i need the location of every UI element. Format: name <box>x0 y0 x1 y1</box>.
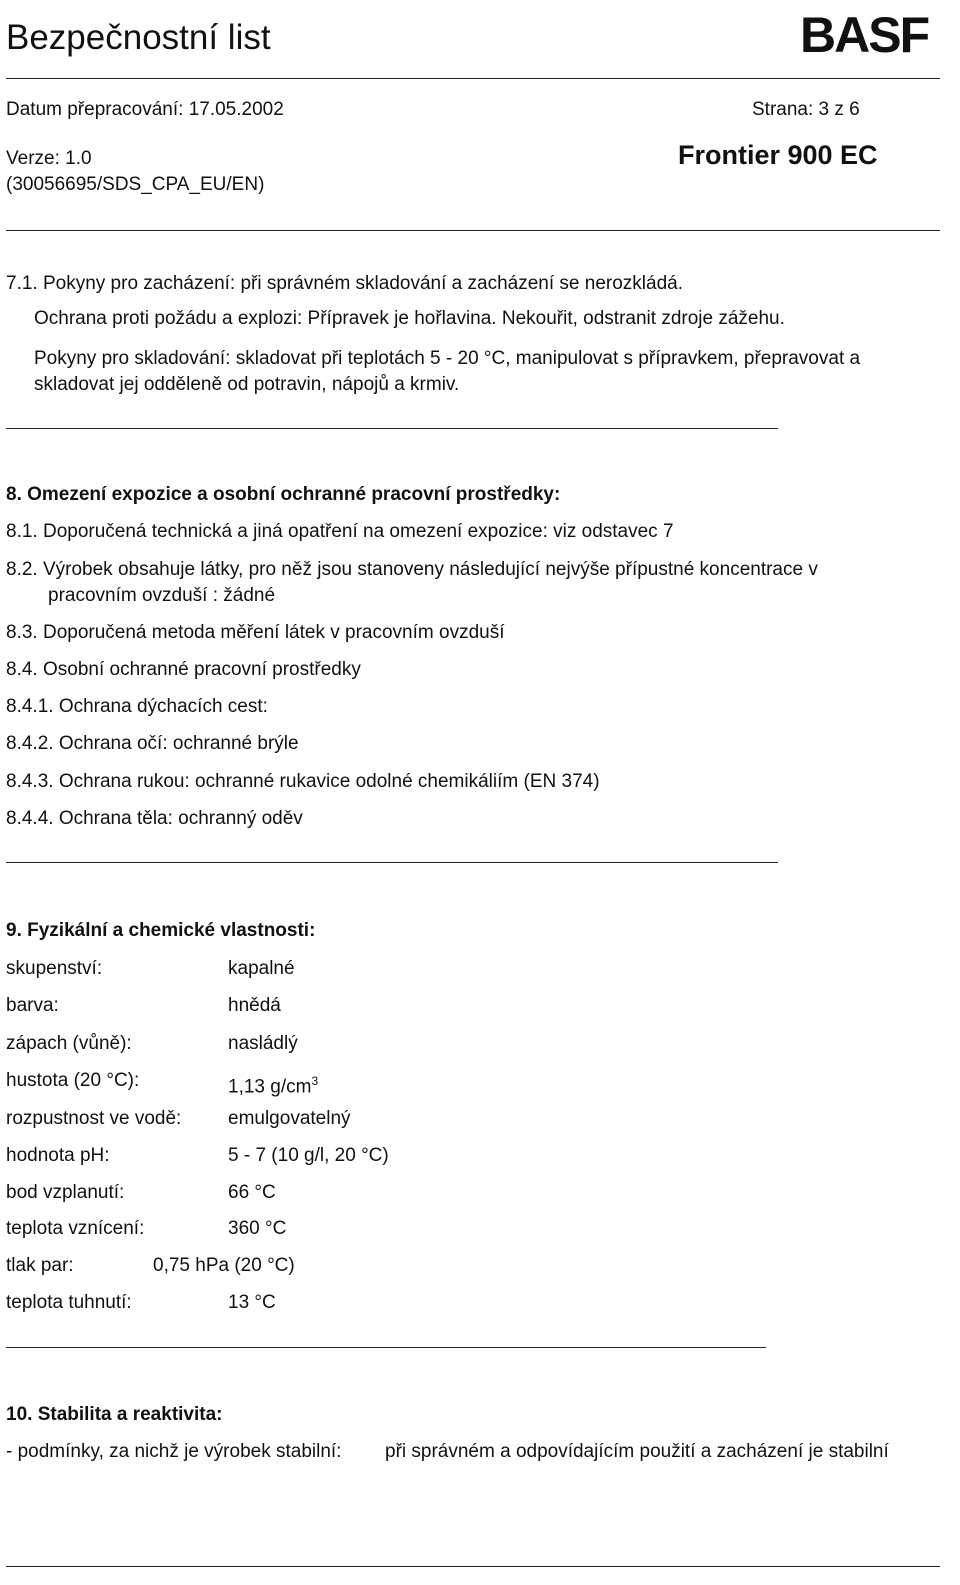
s9-heading: 9. Fyzikální a chemické vlastnosti: <box>6 920 316 941</box>
s7-storage-line1: Pokyny pro skladování: skladovat při teplotách 5 - 20 °C, manipulovat s přípravkem, přepravovat a <box>34 348 861 369</box>
divider <box>6 1347 766 1348</box>
property-label: teplota vznícení: <box>6 1218 145 1239</box>
version: Verze: 1.0 <box>6 148 92 169</box>
property-value: hnědá <box>228 995 281 1016</box>
property-label: rozpustnost ve vodě: <box>6 1108 182 1129</box>
s8-3: 8.3. Doporučená metoda měření látek v pracovním ovzduší <box>6 622 505 643</box>
property-value-density <box>228 1070 318 1098</box>
property-value: nasládlý <box>228 1033 298 1054</box>
property-label: hustota (20 °C): <box>6 1070 140 1091</box>
basf-logo: BASF <box>800 7 929 63</box>
property-label: zápach (vůně): <box>6 1033 132 1054</box>
s7-handling: 7.1. Pokyny pro zacházení: při správném skladování a zacházení se nerozkládá. <box>6 273 683 294</box>
property-value: 5 - 7 (10 g/l, 20 °C) <box>228 1145 389 1166</box>
s8-4-4: 8.4.4. Ochrana těla: ochranný oděv <box>6 808 303 829</box>
property-value: kapalné <box>228 958 295 979</box>
property-label: bod vzplanutí: <box>6 1182 125 1203</box>
s8-4-1: 8.4.1. Ochrana dýchacích cest: <box>6 696 268 717</box>
divider <box>6 428 778 429</box>
s7-storage-line2: skladovat jej odděleně od potravin, nápojů a krmiv. <box>34 374 460 395</box>
document-code: (30056695/SDS_CPA_EU/EN) <box>6 174 265 195</box>
property-value: 13 °C <box>228 1292 276 1313</box>
s10-stability-value: při správném a odpovídajícím použití a zacházení je stabilní <box>385 1441 889 1462</box>
s8-heading: 8. Omezení expozice a osobní ochranné pracovní prostředky: <box>6 484 561 505</box>
property-value: emulgovatelný <box>228 1108 351 1129</box>
page-title: Bezpečnostní list <box>6 18 271 57</box>
s10-heading: 10. Stabilita a reaktivita: <box>6 1404 223 1425</box>
revision-date: Datum přepracování: 17.05.2002 <box>6 99 284 120</box>
s10-stability-label: - podmínky, za nichž je výrobek stabilní: <box>6 1441 342 1462</box>
property-label: tlak par: <box>6 1255 74 1276</box>
property-value: 66 °C <box>228 1182 276 1203</box>
property-label: skupenství: <box>6 958 103 979</box>
density-unit-exponent: 3 <box>311 1074 319 1088</box>
divider <box>6 78 940 79</box>
s8-1: 8.1. Doporučená technická a jiná opatření na omezení expozice: viz odstavec 7 <box>6 521 674 542</box>
property-label: teplota tuhnutí: <box>6 1292 132 1313</box>
page-number: Strana: 3 z 6 <box>752 99 860 120</box>
density-value: 1,13 g/cm <box>228 1076 312 1098</box>
divider <box>6 230 940 231</box>
s8-4-3: 8.4.3. Ochrana rukou: ochranné rukavice odolné chemikáliím (EN 374) <box>6 771 600 792</box>
s8-2-line1: 8.2. Výrobek obsahuje látky, pro něž jsou stanoveny následující nejvýše přípustné koncentrace v <box>6 559 818 580</box>
property-value: 0,75 hPa (20 °C) <box>153 1255 295 1276</box>
property-label: barva: <box>6 995 59 1016</box>
s8-4-2: 8.4.2. Ochrana očí: ochranné brýle <box>6 733 299 754</box>
divider <box>6 862 778 863</box>
property-label: hodnota pH: <box>6 1145 110 1166</box>
s8-2-line2: pracovním ovzduší : žádné <box>48 585 276 606</box>
product-name: Frontier 900 EC <box>678 140 878 170</box>
s7-fire-protection: Ochrana proti požádu a explozi: Přípravek je hořlavina. Nekouřit, odstranit zdroje zážehu. <box>34 308 785 329</box>
divider <box>6 1566 940 1567</box>
s8-4: 8.4. Osobní ochranné pracovní prostředky <box>6 659 361 680</box>
property-value: 360 °C <box>228 1218 287 1239</box>
